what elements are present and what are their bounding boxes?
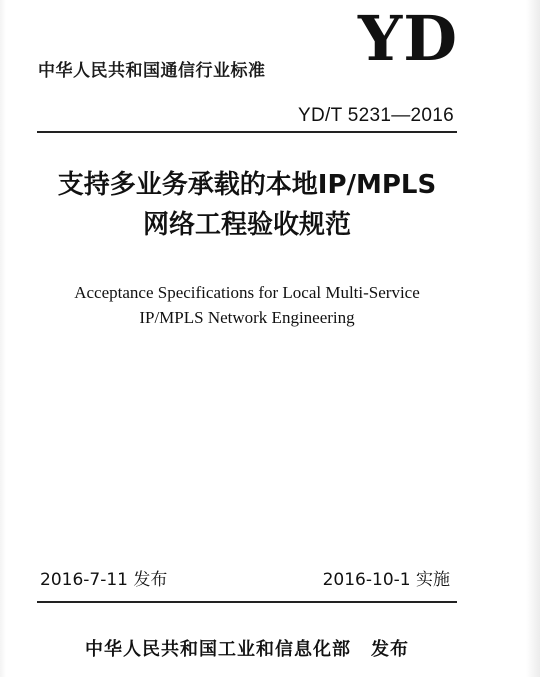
issuing-authority-action: 发布	[371, 639, 409, 660]
title-chinese-line1: 支持多业务承载的本地IP/MPLS	[57, 170, 437, 200]
issuing-category: 中华人民共和国通信行业标准	[38, 61, 266, 81]
scan-shadow-right	[526, 0, 540, 677]
top-divider	[37, 131, 457, 133]
yd-logo: YD	[358, 2, 459, 75]
bottom-divider	[37, 601, 457, 603]
issuing-authority-name: 中华人民共和国工业和信息化部	[85, 639, 351, 660]
issue-date: 2016-7-11 发布	[40, 570, 168, 590]
scan-shadow-left	[0, 0, 6, 677]
standard-number: YD/T 5231—2016	[298, 105, 454, 126]
title-chinese-line2: 网络工程验收规范	[142, 210, 351, 240]
title-english-line2: IP/MPLS Network Engineering	[139, 308, 355, 327]
title-english-line1: Acceptance Specifications for Local Multi-Service	[74, 283, 420, 302]
issuing-authority	[0, 641, 494, 659]
effective-date: 2016-10-1 实施	[322, 570, 450, 590]
